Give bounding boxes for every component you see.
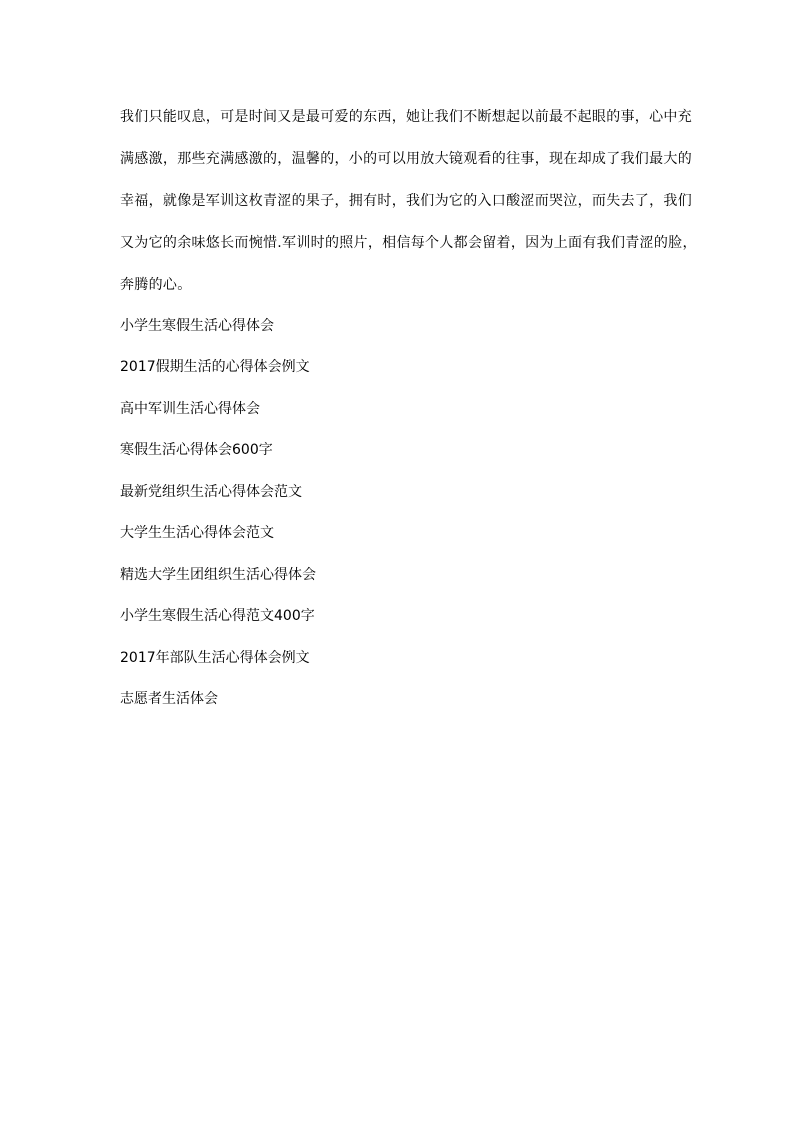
paragraph-line: 满感激，那些充满感激的，温馨的，小的可以用放大镜观看的往事，现在却成了我们最大的 <box>120 151 692 167</box>
related-link[interactable]: 高中军训生活心得体会 <box>120 401 260 417</box>
related-link[interactable]: 小学生寒假生活心得体会 <box>120 318 274 334</box>
related-link[interactable]: 2017假期生活的心得体会例文 <box>120 359 310 375</box>
related-link[interactable]: 大学生生活心得体会范文 <box>120 525 274 541</box>
paragraph-line: 奔腾的心。 <box>120 277 192 293</box>
paragraph-line: 又为它的余味悠长而惋惜.军训时的照片，相信每个人都会留着，因为上面有我们青涩的脸， <box>120 235 697 251</box>
related-link[interactable]: 精选大学生团组织生活心得体会 <box>120 567 316 583</box>
related-link[interactable]: 寒假生活心得体会600字 <box>120 442 273 458</box>
related-link[interactable]: 2017年部队生活心得体会例文 <box>120 650 310 666</box>
paragraph-line: 我们只能叹息，可是时间又是最可爱的东西，她让我们不断想起以前最不起眼的事，心中充 <box>120 109 692 125</box>
related-link[interactable]: 小学生寒假生活心得范文400字 <box>120 608 315 624</box>
paragraph-line: 幸福，就像是军训这枚青涩的果子，拥有时，我们为它的入口酸涩而哭泣，而失去了，我们 <box>120 193 692 209</box>
related-link[interactable]: 最新党组织生活心得体会范文 <box>120 484 302 500</box>
related-link[interactable]: 志愿者生活体会 <box>120 691 218 707</box>
